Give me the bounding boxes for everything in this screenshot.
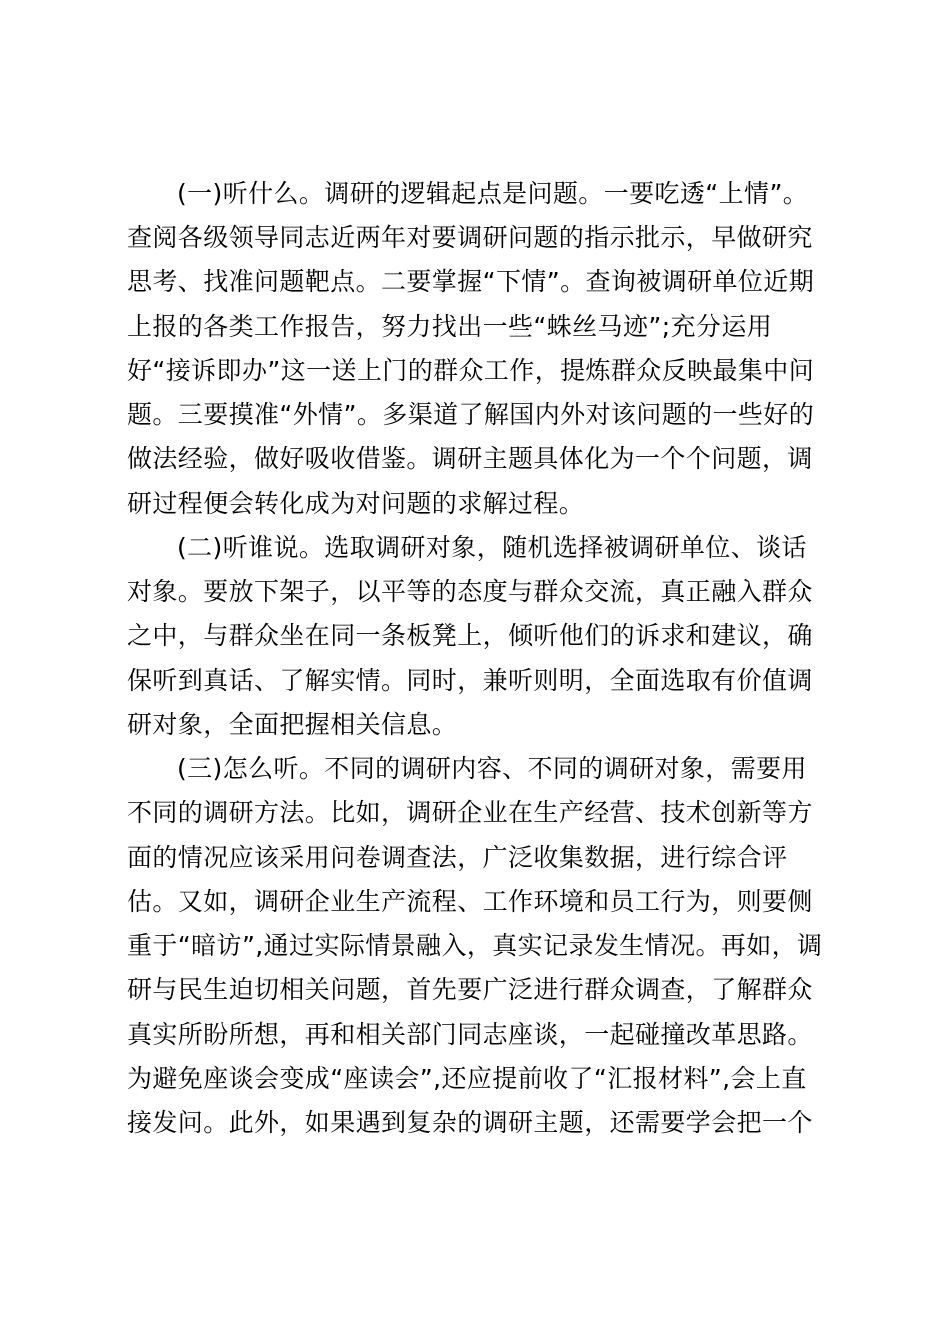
text-line: 面的情况应该采用问卷调查法，广泛收集数据，进行综合评 [127, 843, 788, 872]
text-line: 做法经验，做好吸收借鉴。调研主题具体化为一个个问题，调 [127, 444, 813, 473]
text-line: 真实所盼所想，再和相关部门同志座谈，一起碰撞改革思路。 [127, 1020, 813, 1049]
text-line: 题。三要摸准“外情”。多渠道了解国内外对该问题的一些好的 [127, 400, 815, 429]
text-line: (三)怎么听。不同的调研内容、不同的调研对象，需要用 [177, 754, 807, 783]
text-line: 研对象，全面把握相关信息。 [127, 710, 458, 739]
text-line: 不同的调研方法。比如，调研企业在生产经营、技术创新等方 [127, 798, 813, 827]
text-line: 为避免座谈会变成“座读会”,还应提前收了“汇报材料”,会上直 [127, 1064, 807, 1093]
text-line: 保听到真话、了解实情。同时，兼听则明，全面选取有价值调 [127, 666, 813, 695]
text-line: 上报的各类工作报告，努力找出一些“蛛丝马迹”;充分运用 [127, 312, 773, 341]
text-line: 好“接诉即办”这一送上门的群众工作，提炼群众反映最集中问 [127, 356, 815, 385]
text-line: 查阅各级领导同志近两年对要调研问题的指示批示，早做研究 [127, 223, 813, 252]
text-line: (一)听什么。调研的逻辑起点是问题。一要吃透“上情”。 [177, 179, 809, 208]
text-line: 重于“暗访”,通过实际情景融入，真实记录发生情况。再如，调 [127, 931, 823, 960]
text-line: 接发问。此外，如果遇到复杂的调研主题，还需要学会把一个 [127, 1108, 813, 1137]
text-line: 研过程便会转化成为对问题的求解过程。 [127, 489, 585, 518]
text-line: 研与民生迫切相关问题，首先要广泛进行群众调查，了解群众 [127, 975, 813, 1004]
text-line: 之中，与群众坐在同一条板凳上，倾听他们的诉求和建议，确 [127, 621, 813, 650]
text-line: (二)听谁说。选取调研对象，随机选择被调研单位、谈话 [177, 533, 807, 562]
text-line: 思考、找准问题靶点。二要掌握“下情”。查询被调研单位近期 [127, 267, 815, 296]
text-line: 估。又如，调研企业生产流程、工作环境和员工行为，则要侧 [127, 887, 813, 916]
text-line: 对象。要放下架子，以平等的态度与群众交流，真正融入群众 [127, 577, 813, 606]
